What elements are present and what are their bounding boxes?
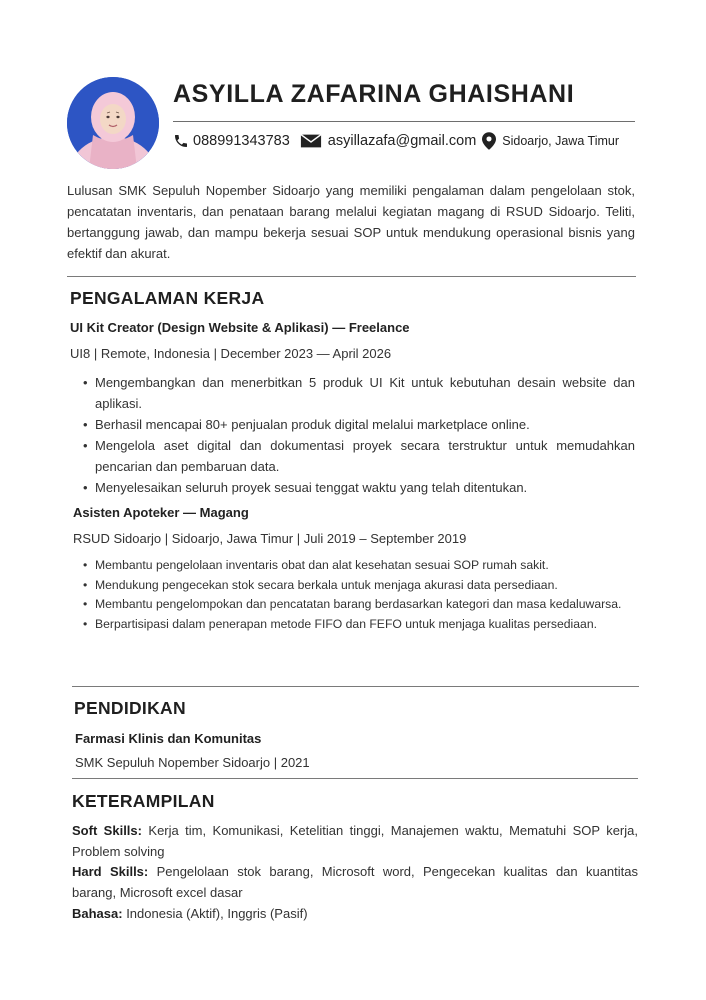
soft-skills-label: Soft Skills:: [72, 823, 142, 838]
hard-skills-label: Hard Skills:: [72, 864, 149, 880]
education-divider: [72, 778, 638, 779]
list-item: • Berpartisipasi dalam penerapan metode FIFO dan FEFO untuk menjaga kualitas persediaan.: [83, 615, 635, 635]
location-text: Sidoarjo, Jawa Timur: [502, 134, 619, 148]
hard-skills: [72, 862, 638, 903]
language-label: Bahasa:: [72, 905, 123, 921]
language-text: Indonesia (Aktif), Inggris (Pasif): [122, 905, 308, 921]
skills-list: [72, 821, 638, 925]
list-item: • Mengembangkan dan menerbitkan 5 produk UI Kit untuk kebutuhan desain website dan aplikasi.: [83, 372, 635, 414]
list-item: • Mendukung pengecekan stok secara berkala untuk menjaga akurasi data persediaan.: [83, 576, 635, 596]
list-item: • Menyelesaikan seluruh proyek sesuai tenggat waktu yang telah ditentukan.: [83, 477, 635, 498]
job-title: Asisten Apoteker — Magang: [73, 505, 249, 520]
full-name: ASYILLA ZAFARINA GHAISHANI: [173, 80, 575, 108]
list-item: • Berhasil mencapai 80+ penjualan produk digital melalui marketplace online.: [83, 414, 635, 435]
job-bullets: [83, 556, 635, 634]
job-bullets: [83, 372, 635, 498]
map-pin-icon: [482, 132, 496, 150]
list-item: • Membantu pengelompokan dan pencatatan barang berdasarkan kategori dan masa kedaluwarsa.: [83, 595, 635, 615]
email-text: asyillazafa@gmail.com: [327, 133, 477, 149]
person-illustration-icon: [67, 77, 159, 169]
soft-skills: [72, 821, 638, 862]
contact-row: [173, 132, 638, 150]
soft-skills-text: Kerja tim, Komunikasi, Ketelitian tinggi, Manajemen waktu, Mematuhi SOP kerja, Problem solving: [72, 823, 638, 859]
profile-photo: [67, 77, 159, 169]
phone-contact[interactable]: [173, 132, 290, 150]
list-item: • Mengelola aset digital dan dokumentasi proyek secara terstruktur untuk memudahkan pencarian dan pembaruan data.: [83, 435, 635, 477]
header-divider: [173, 121, 635, 122]
experience-divider: [72, 686, 639, 687]
location-contact: [482, 132, 619, 150]
job-title: UI Kit Creator (Design Website & Aplikasi) — Freelance: [70, 320, 410, 335]
experience-heading: PENGALAMAN KERJA: [70, 288, 265, 308]
skills-heading: KETERAMPILAN: [72, 791, 215, 811]
email-contact[interactable]: [300, 133, 477, 149]
language-skills: [72, 904, 638, 925]
phone-icon: [173, 132, 189, 150]
list-item: • Membantu pengelolaan inventaris obat dan alat kesehatan sesuai SOP rumah sakit.: [83, 556, 635, 576]
job-meta: RSUD Sidoarjo | Sidoarjo, Jawa Timur | Juli 2019 – September 2019: [73, 531, 467, 546]
hard-skills-text: Pengelolaan stok barang, Microsoft word, Pengecekan kualitas dan kuantitas barang, Microsoft excel dasar: [72, 864, 639, 901]
education-heading: PENDIDIKAN: [74, 698, 186, 718]
summary-divider: [67, 276, 636, 277]
mail-icon: [300, 133, 322, 149]
profile-summary: Lulusan SMK Sepuluh Nopember Sidoarjo yang memiliki pengalaman dalam pengelolaan stok, pencatatan inventaris, dan penataan barang melalui kegiatan magang di RSUD Sidoarjo. Teliti, bertanggung jawab, dan mampu bekerja sesuai SOP untuk mendukung operasional bisnis yang efektif dan akurat.: [67, 183, 635, 261]
job-meta: UI8 | Remote, Indonesia | December 2023 — April 2026: [70, 346, 392, 361]
education-major: Farmasi Klinis dan Komunitas: [75, 731, 262, 746]
education-school: SMK Sepuluh Nopember Sidoarjo | 2021: [75, 755, 310, 770]
phone-text: 088991343783: [193, 133, 290, 149]
